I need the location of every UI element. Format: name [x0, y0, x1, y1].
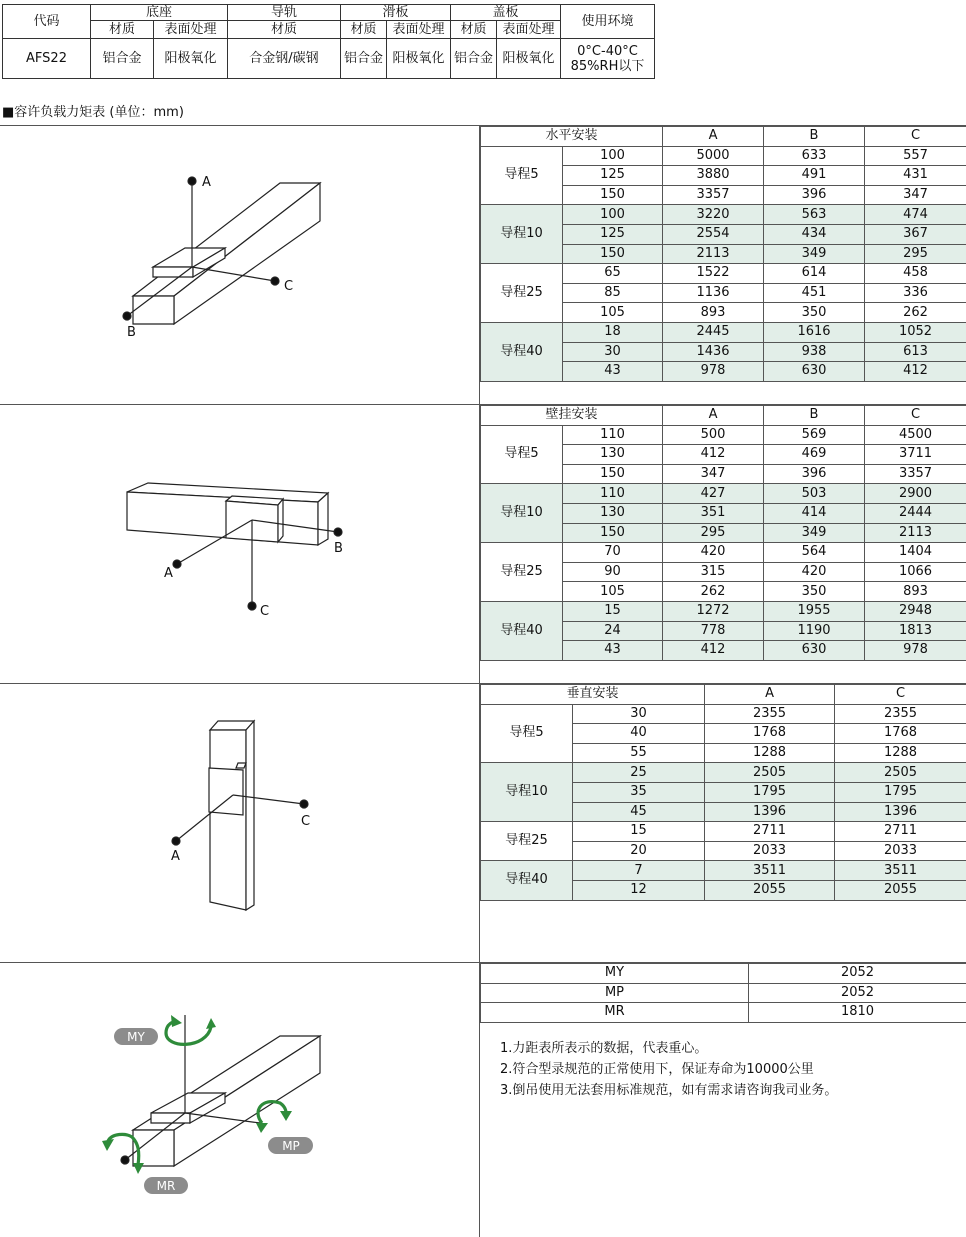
axis-b-point: [123, 312, 131, 320]
blank-row: [481, 660, 966, 679]
lead-group-label: 导程40: [481, 601, 563, 660]
table-row: [481, 322, 966, 342]
stroke-value: 43: [563, 362, 663, 382]
load-value: 893: [663, 303, 764, 323]
code-value: AFS22: [3, 39, 91, 79]
rail-body: [210, 721, 254, 910]
rail-material: 合金钢/碳钢: [228, 39, 341, 79]
load-value: 1795: [705, 782, 835, 802]
load-value: 1396: [835, 802, 966, 822]
load-value: 2554: [663, 224, 764, 244]
moment-diagram: [0, 963, 478, 1237]
stroke-value: 35: [573, 782, 705, 802]
load-value: 412: [663, 641, 764, 661]
load-value: 633: [764, 146, 865, 166]
load-value: 469: [764, 445, 865, 465]
stroke-value: 25: [573, 763, 705, 783]
load-value: 3220: [663, 205, 764, 225]
lead-group-label: 导程40: [481, 861, 573, 900]
load-value: 1436: [663, 342, 764, 362]
stroke-value: 7: [573, 861, 705, 881]
load-value: 2055: [705, 880, 835, 900]
load-value: 451: [764, 283, 865, 303]
axis-c-point: [300, 800, 308, 808]
load-value: 2505: [835, 763, 966, 783]
lead-group-label: 导程25: [481, 822, 573, 861]
load-value: 458: [865, 264, 966, 284]
column-header: B: [764, 127, 865, 147]
stroke-value: 90: [563, 562, 663, 582]
load-value: 420: [663, 543, 764, 563]
load-value: 295: [865, 244, 966, 264]
load-value: 420: [764, 562, 865, 582]
spec-table: [2, 4, 655, 79]
load-value: 2113: [663, 244, 764, 264]
axis-a-point: [188, 177, 196, 185]
load-value: 2948: [865, 601, 966, 621]
load-value: 1288: [835, 743, 966, 763]
load-value: 347: [865, 185, 966, 205]
lead-group-label: 导程10: [481, 484, 563, 543]
table-row: [481, 484, 966, 504]
load-value: 1795: [835, 782, 966, 802]
stroke-value: 45: [573, 802, 705, 822]
table-row: [481, 601, 966, 621]
moment-value: 2052: [749, 983, 966, 1003]
stroke-value: 40: [573, 724, 705, 744]
moment-label: MR: [481, 1003, 749, 1023]
load-value: 1955: [764, 601, 865, 621]
axis-a-point: [173, 560, 181, 568]
slider-material-header: 材质: [341, 21, 387, 39]
mount-type-header: 垂直安装: [481, 685, 705, 705]
stroke-value: 43: [563, 641, 663, 661]
load-value: 1616: [764, 322, 865, 342]
lead-group-label: 导程5: [481, 704, 573, 763]
load-value: 431: [865, 166, 966, 186]
rail-material-header: 材质: [228, 21, 341, 39]
mp-badge: [268, 1137, 313, 1154]
header-row: [481, 685, 966, 705]
note-2: 2.符合型录规范的正常使用下，保证寿命为10000公里: [500, 1062, 814, 1077]
axis-c-point: [248, 602, 256, 610]
load-value: 569: [764, 425, 865, 445]
moment-label: MP: [481, 983, 749, 1003]
blank-row: [481, 900, 966, 919]
load-value: 778: [663, 621, 764, 641]
load-value: 1190: [764, 621, 865, 641]
load-value: 3711: [865, 445, 966, 465]
cover-surface-header: 表面处理: [497, 21, 561, 39]
load-value: 347: [663, 464, 764, 484]
stroke-value: 125: [563, 166, 663, 186]
column-header: C: [865, 127, 966, 147]
load-value: 350: [764, 582, 865, 602]
load-value: 1813: [865, 621, 966, 641]
base-header: 底座: [91, 5, 228, 21]
load-value: 630: [764, 641, 865, 661]
stroke-value: 150: [563, 523, 663, 543]
table-row: [481, 1003, 966, 1023]
stroke-value: 150: [563, 185, 663, 205]
moment-table: [480, 963, 966, 1023]
stroke-value: 105: [563, 303, 663, 323]
load-value: 503: [764, 484, 865, 504]
table-row: [481, 763, 966, 783]
load-value: 630: [764, 362, 865, 382]
rail-body: [133, 183, 320, 324]
stroke-value: 15: [563, 601, 663, 621]
stroke-value: 130: [563, 503, 663, 523]
stroke-value: 105: [563, 582, 663, 602]
cover-header: 盖板: [451, 5, 561, 21]
notes: [500, 1038, 837, 1101]
mount-type-header: 水平安装: [481, 127, 663, 147]
load-value: 349: [764, 523, 865, 543]
load-value: 1768: [835, 724, 966, 744]
stroke-value: 125: [563, 224, 663, 244]
load-value: 491: [764, 166, 865, 186]
column-header: B: [764, 406, 865, 426]
load-value: 2711: [705, 822, 835, 842]
load-value: 978: [865, 641, 966, 661]
axis-a-label: A: [202, 175, 211, 190]
table-row: [481, 543, 966, 563]
stroke-value: 110: [563, 484, 663, 504]
load-value: 1522: [663, 264, 764, 284]
origin-point: [121, 1156, 129, 1164]
load-value: 315: [663, 562, 764, 582]
load-value: 412: [865, 362, 966, 382]
blank-cell: [481, 381, 966, 400]
lead-group-label: 导程25: [481, 543, 563, 602]
load-value: 564: [764, 543, 865, 563]
load-value: 3511: [835, 861, 966, 881]
moment-label: MY: [481, 964, 749, 984]
load-value: 938: [764, 342, 865, 362]
note-3: 3.倒吊使用无法套用标准规范，如有需求请咨询我司业务。: [500, 1083, 838, 1098]
moment-value: 2052: [749, 964, 966, 984]
load-value: 614: [764, 264, 865, 284]
lead-group-label: 导程40: [481, 322, 563, 381]
table-row: [481, 822, 966, 842]
env-line1: 0°C-40°C: [577, 43, 638, 59]
load-value: 1066: [865, 562, 966, 582]
axis-b-label: B: [334, 541, 343, 556]
load-value: 5000: [663, 146, 764, 166]
cover-material-header: 材质: [451, 21, 497, 39]
axis-b-point: [334, 528, 342, 536]
table-row: [481, 983, 966, 1003]
blank-cell: [481, 900, 966, 919]
load-value: 1768: [705, 724, 835, 744]
load-value: 1288: [705, 743, 835, 763]
axis-c-label: C: [284, 279, 294, 294]
wall-mount-diagram: [0, 405, 478, 683]
load-value: 295: [663, 523, 764, 543]
load-value: 349: [764, 244, 865, 264]
mount-type-header: 壁挂安装: [481, 406, 663, 426]
load-value: 2505: [705, 763, 835, 783]
axis-a-point: [172, 837, 180, 845]
table-row: [481, 964, 966, 984]
base-surface: 阳极氧化: [154, 39, 228, 79]
lead-group-label: 导程5: [481, 146, 563, 205]
vertical-load-table: [480, 684, 966, 919]
load-value: 336: [865, 283, 966, 303]
my-rotation-arrow: [166, 1027, 211, 1044]
load-value: 2033: [705, 841, 835, 861]
load-value: 3511: [705, 861, 835, 881]
blank-cell: [481, 660, 966, 679]
load-value: 3880: [663, 166, 764, 186]
my-badge: [114, 1028, 158, 1045]
load-value: 262: [663, 582, 764, 602]
horizontal-load-table: [480, 126, 966, 400]
stroke-value: 12: [573, 880, 705, 900]
stroke-value: 70: [563, 543, 663, 563]
note-1: 1.力距表所表示的数据，代表重心。: [500, 1041, 708, 1056]
base-material-header: 材质: [91, 21, 154, 39]
load-value: 1404: [865, 543, 966, 563]
load-value: 414: [764, 503, 865, 523]
load-value: 1136: [663, 283, 764, 303]
load-value: 434: [764, 224, 865, 244]
load-value: 557: [865, 146, 966, 166]
load-value: 351: [663, 503, 764, 523]
horizontal-mount-diagram: [0, 126, 478, 404]
stroke-value: 130: [563, 445, 663, 465]
table-row: [481, 425, 966, 445]
header-row: [481, 127, 966, 147]
stroke-value: 30: [563, 342, 663, 362]
column-header: C: [865, 406, 966, 426]
stroke-value: 30: [573, 704, 705, 724]
column-header: A: [663, 406, 764, 426]
load-value: 1052: [865, 322, 966, 342]
header-row: [481, 406, 966, 426]
stroke-value: 150: [563, 244, 663, 264]
table-row: [481, 146, 966, 166]
lead-group-label: 导程10: [481, 763, 573, 822]
stroke-value: 110: [563, 425, 663, 445]
moment-value: 1810: [749, 1003, 966, 1023]
cover-material: 铝合金: [451, 39, 497, 79]
stroke-value: 100: [563, 205, 663, 225]
table-row: [481, 264, 966, 284]
mp-label: MP: [282, 1139, 300, 1153]
env-line2: 85%RH以下: [570, 58, 645, 74]
stroke-value: 65: [563, 264, 663, 284]
load-value: 412: [663, 445, 764, 465]
cover-surface: 阳极氧化: [497, 39, 561, 79]
env-value: [561, 39, 655, 79]
table-row: [481, 704, 966, 724]
load-value: 2355: [835, 704, 966, 724]
load-value: 2055: [835, 880, 966, 900]
mr-label: MR: [156, 1179, 176, 1193]
table-row: [481, 205, 966, 225]
load-value: 500: [663, 425, 764, 445]
stroke-value: 24: [563, 621, 663, 641]
slider-block: [209, 763, 246, 815]
stroke-value: 150: [563, 464, 663, 484]
my-label: MY: [127, 1030, 145, 1044]
slider-block: [226, 496, 283, 542]
axis-a-label: A: [171, 849, 180, 864]
wall-load-table: [480, 405, 966, 679]
load-value: 1396: [705, 802, 835, 822]
axis-c-point: [271, 277, 279, 285]
code-header: 代码: [3, 5, 91, 39]
vertical-mount-diagram: [0, 684, 478, 962]
load-value: 893: [865, 582, 966, 602]
stroke-value: 15: [573, 822, 705, 842]
mr-badge: [144, 1177, 188, 1194]
slider-header: 滑板: [341, 5, 451, 21]
section-title: ■容许负载力矩表 (单位：mm): [2, 105, 184, 120]
slider-material: 铝合金: [341, 39, 387, 79]
table-row: [481, 861, 966, 881]
blank-row: [481, 381, 966, 400]
load-value: 2033: [835, 841, 966, 861]
column-header: C: [835, 685, 966, 705]
stroke-value: 100: [563, 146, 663, 166]
load-value: 1272: [663, 601, 764, 621]
load-value: 4500: [865, 425, 966, 445]
load-value: 262: [865, 303, 966, 323]
load-value: 350: [764, 303, 865, 323]
load-value: 2900: [865, 484, 966, 504]
slider-surface: 阳极氧化: [387, 39, 451, 79]
column-header: A: [705, 685, 835, 705]
axis-c-label: C: [260, 604, 270, 619]
lead-group-label: 导程10: [481, 205, 563, 264]
load-value: 396: [764, 185, 865, 205]
load-value: 2113: [865, 523, 966, 543]
load-value: 2444: [865, 503, 966, 523]
load-value: 396: [764, 464, 865, 484]
stroke-value: 55: [573, 743, 705, 763]
load-value: 2355: [705, 704, 835, 724]
rail-header: 导轨: [228, 5, 341, 21]
axis-b-label: B: [127, 325, 136, 340]
load-value: 367: [865, 224, 966, 244]
base-surface-header: 表面处理: [154, 21, 228, 39]
stroke-value: 18: [563, 322, 663, 342]
lead-group-label: 导程5: [481, 425, 563, 484]
load-value: 427: [663, 484, 764, 504]
load-value: 563: [764, 205, 865, 225]
stroke-value: 20: [573, 841, 705, 861]
load-value: 978: [663, 362, 764, 382]
base-material: 铝合金: [91, 39, 154, 79]
env-header: 使用环境: [561, 5, 655, 39]
lead-group-label: 导程25: [481, 264, 563, 323]
load-value: 3357: [663, 185, 764, 205]
load-value: 474: [865, 205, 966, 225]
load-value: 613: [865, 342, 966, 362]
stroke-value: 85: [563, 283, 663, 303]
load-value: 3357: [865, 464, 966, 484]
slider-surface-header: 表面处理: [387, 21, 451, 39]
column-header: A: [663, 127, 764, 147]
load-value: 2445: [663, 322, 764, 342]
axis-a-label: A: [164, 566, 173, 581]
load-value: 2711: [835, 822, 966, 842]
axis-c-label: C: [301, 814, 311, 829]
